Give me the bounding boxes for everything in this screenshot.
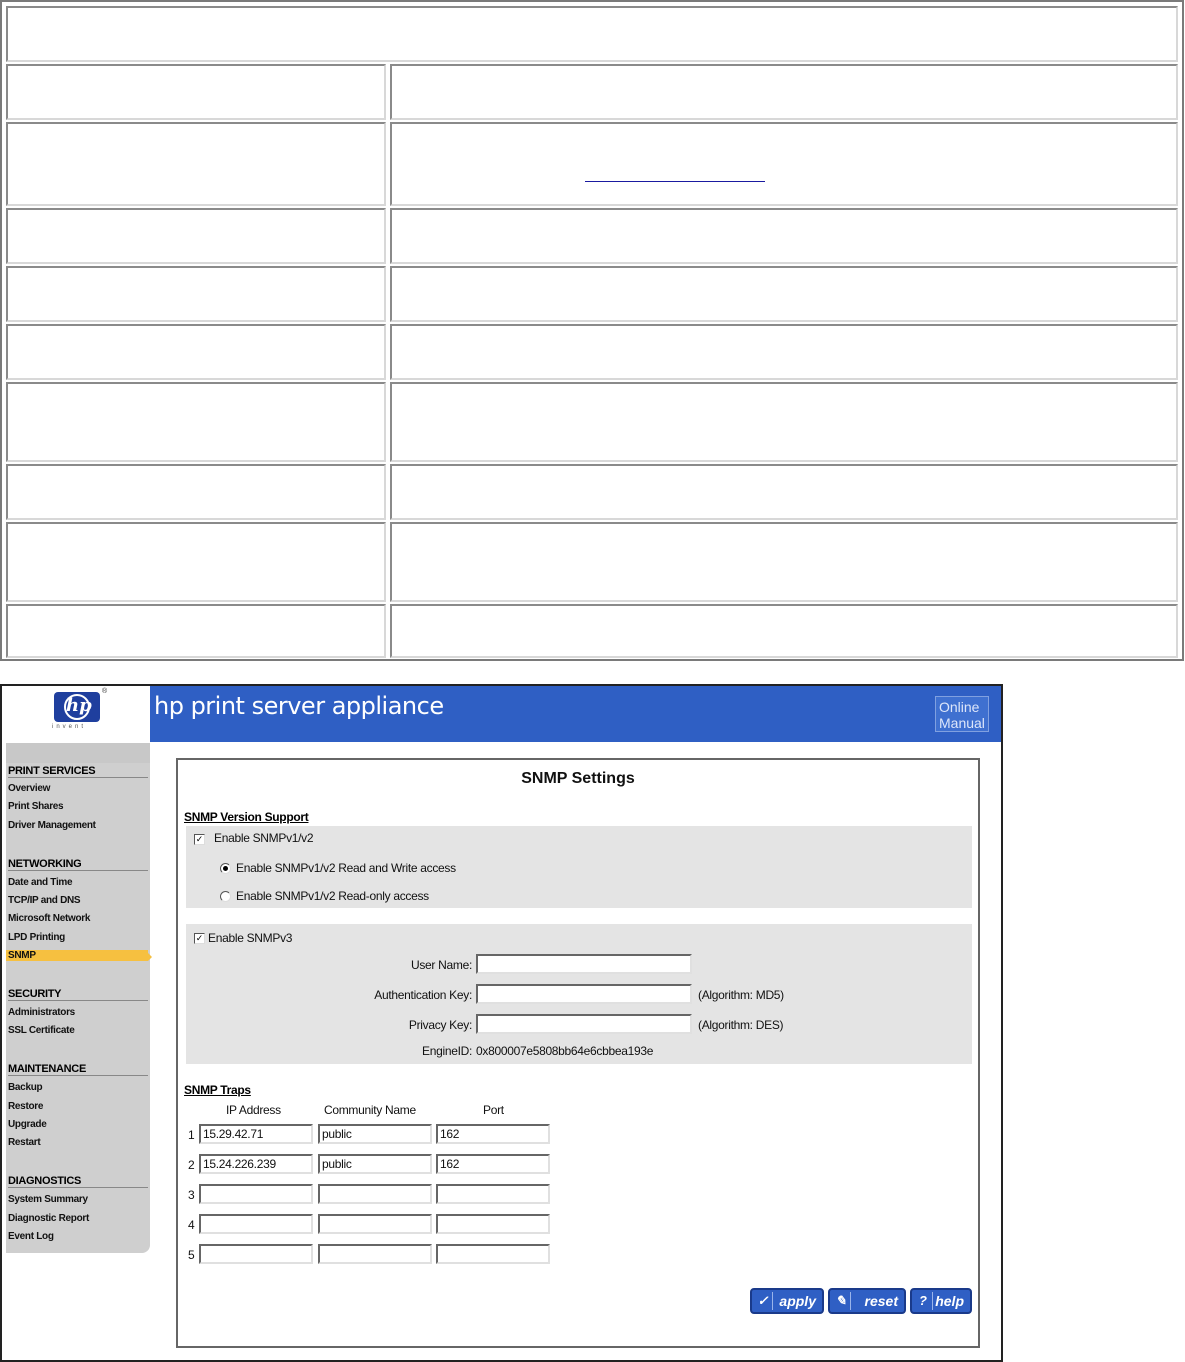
eraser-icon: ✎ bbox=[832, 1292, 851, 1310]
table-cell bbox=[390, 604, 1178, 658]
table-cell bbox=[6, 604, 386, 658]
engine-id-label: EngineID: bbox=[422, 1044, 472, 1058]
trap-community-input[interactable] bbox=[318, 1214, 432, 1234]
trap-row-number: 5 bbox=[188, 1248, 195, 1262]
trap-ip-input[interactable] bbox=[199, 1184, 313, 1204]
sidebar-item-event-log[interactable]: Event Log bbox=[8, 1231, 54, 1242]
print-server-window bbox=[0, 684, 1003, 1362]
snmpv1v2-group bbox=[186, 826, 972, 908]
read-write-label: Enable SNMPv1/v2 Read and Write access bbox=[236, 861, 456, 875]
logo-area bbox=[2, 686, 150, 742]
trap-community-input[interactable] bbox=[318, 1244, 432, 1264]
sidebar-item-snmp[interactable]: SNMP bbox=[6, 950, 148, 961]
reset-button[interactable] bbox=[828, 1288, 906, 1314]
checkmark-icon: ✓ bbox=[754, 1292, 773, 1310]
column-port: Port bbox=[483, 1103, 504, 1117]
sidebar-item-administrators[interactable]: Administrators bbox=[8, 1007, 75, 1018]
table-cell bbox=[390, 324, 1178, 380]
apply-button-label: apply bbox=[779, 1293, 816, 1309]
table-row bbox=[6, 122, 1178, 206]
table-row bbox=[6, 208, 1178, 264]
table-cell bbox=[6, 122, 386, 206]
empty-table bbox=[0, 0, 1184, 661]
trap-ip-input[interactable]: 15.24.226.239 bbox=[199, 1154, 313, 1174]
trap-ip-input[interactable]: 15.29.42.71 bbox=[199, 1124, 313, 1144]
trap-row-number: 3 bbox=[188, 1188, 195, 1202]
sidebar-heading-security: SECURITY bbox=[8, 988, 148, 1001]
read-write-radio[interactable] bbox=[220, 863, 231, 874]
snmp-settings-panel bbox=[176, 758, 980, 1348]
table-row bbox=[6, 382, 1178, 462]
privacy-key-label: Privacy Key: bbox=[408, 1018, 472, 1032]
sidebar-item-driver-management[interactable]: Driver Management bbox=[8, 820, 96, 831]
trap-ip-input[interactable] bbox=[199, 1214, 313, 1234]
trap-port-input[interactable] bbox=[436, 1214, 550, 1234]
table-row bbox=[6, 266, 1178, 322]
read-only-label: Enable SNMPv1/v2 Read-only access bbox=[236, 889, 429, 903]
trap-port-input[interactable]: 162 bbox=[436, 1154, 550, 1174]
reset-button-label: reset bbox=[864, 1293, 898, 1309]
table-row bbox=[6, 324, 1178, 380]
auth-key-label: Authentication Key: bbox=[374, 988, 472, 1002]
sidebar-heading-print-services: PRINT SERVICES bbox=[8, 765, 148, 778]
help-button[interactable] bbox=[910, 1288, 972, 1314]
trap-row-number: 2 bbox=[188, 1158, 195, 1172]
table-cell bbox=[390, 464, 1178, 520]
table-cell bbox=[6, 464, 386, 520]
table-row bbox=[6, 64, 1178, 120]
empty-link[interactable] bbox=[585, 181, 765, 182]
online-manual-button[interactable]: Online Manual bbox=[935, 696, 989, 732]
registered-mark: ® bbox=[102, 688, 108, 695]
version-support-heading: SNMP Version Support bbox=[184, 810, 309, 824]
page-title: SNMP Settings bbox=[521, 770, 635, 787]
header-banner bbox=[150, 686, 1001, 742]
sidebar-heading-maintenance: MAINTENANCE bbox=[8, 1063, 148, 1076]
app-title: hp print server appliance bbox=[154, 692, 444, 720]
trap-row-number: 1 bbox=[188, 1128, 195, 1142]
sidebar-item-upgrade[interactable]: Upgrade bbox=[8, 1119, 47, 1130]
auth-key-input[interactable] bbox=[476, 984, 692, 1004]
enable-snmpv3-label: Enable SNMPv3 bbox=[208, 931, 293, 945]
privacy-algorithm-note: (Algorithm: DES) bbox=[698, 1018, 784, 1032]
sidebar-item-diagnostic-report[interactable]: Diagnostic Report bbox=[8, 1213, 90, 1224]
sidebar-item-tcpip-and-dns[interactable]: TCP/IP and DNS bbox=[8, 895, 81, 906]
table-cell bbox=[390, 266, 1178, 322]
trap-port-input[interactable] bbox=[436, 1184, 550, 1204]
privacy-key-input[interactable] bbox=[476, 1014, 692, 1034]
table-cell bbox=[390, 382, 1178, 462]
trap-community-input[interactable]: public bbox=[318, 1154, 432, 1174]
hp-logo-icon[interactable]: hp bbox=[54, 692, 100, 722]
sidebar-item-ssl-certificate[interactable]: SSL Certificate bbox=[8, 1025, 75, 1036]
snmpv3-group bbox=[186, 924, 972, 1064]
sidebar-top bbox=[6, 743, 150, 763]
table-cell bbox=[6, 324, 386, 380]
table-cell bbox=[390, 208, 1178, 264]
user-name-label: User Name: bbox=[410, 958, 472, 972]
logo-tagline: invent bbox=[52, 724, 87, 730]
table-row bbox=[6, 604, 1178, 658]
snmp-traps-heading: SNMP Traps bbox=[184, 1083, 251, 1097]
sidebar-heading-diagnostics: DIAGNOSTICS bbox=[8, 1175, 148, 1188]
question-icon: ? bbox=[914, 1292, 933, 1310]
trap-community-input[interactable]: public bbox=[318, 1124, 432, 1144]
help-button-label: help bbox=[935, 1293, 964, 1309]
sidebar bbox=[6, 743, 150, 1253]
sidebar-item-microsoft-network[interactable]: Microsoft Network bbox=[8, 913, 91, 924]
trap-port-input[interactable] bbox=[436, 1244, 550, 1264]
table-cell bbox=[390, 64, 1178, 120]
read-only-radio[interactable] bbox=[220, 891, 231, 902]
sidebar-heading-networking: NETWORKING bbox=[8, 858, 148, 871]
table-cell bbox=[6, 382, 386, 462]
sidebar-item-system-summary[interactable]: System Summary bbox=[8, 1194, 88, 1205]
column-community-name: Community Name bbox=[324, 1103, 416, 1117]
table-cell bbox=[390, 122, 1178, 206]
enable-snmpv3-checkbox[interactable]: ✓ bbox=[195, 933, 204, 943]
table-row bbox=[6, 522, 1178, 602]
table-cell bbox=[6, 522, 386, 602]
sidebar-item-restart[interactable]: Restart bbox=[8, 1137, 41, 1148]
sidebar-item-backup[interactable]: Backup bbox=[8, 1082, 43, 1093]
table-cell bbox=[6, 266, 386, 322]
trap-community-input[interactable] bbox=[318, 1184, 432, 1204]
trap-ip-input[interactable] bbox=[199, 1244, 313, 1264]
table-cell bbox=[6, 64, 386, 120]
table-header-row bbox=[6, 6, 1178, 62]
column-ip-address: IP Address bbox=[226, 1103, 281, 1117]
enable-snmpv1v2-checkbox[interactable]: ✓ bbox=[195, 834, 204, 844]
table-cell bbox=[6, 208, 386, 264]
enable-snmpv1v2-label: Enable SNMPv1/v2 bbox=[214, 831, 314, 845]
user-name-input[interactable] bbox=[476, 954, 692, 974]
sidebar-item-restore[interactable]: Restore bbox=[8, 1101, 44, 1112]
apply-button[interactable] bbox=[750, 1288, 824, 1314]
table-row bbox=[6, 464, 1178, 520]
engine-id-value: 0x800007e5808bb64e6cbbea193e bbox=[476, 1044, 654, 1058]
auth-algorithm-note: (Algorithm: MD5) bbox=[698, 988, 784, 1002]
sidebar-item-date-and-time[interactable]: Date and Time bbox=[8, 877, 73, 888]
sidebar-item-overview[interactable]: Overview bbox=[8, 783, 51, 794]
trap-row-number: 4 bbox=[188, 1218, 195, 1232]
trap-port-input[interactable]: 162 bbox=[436, 1124, 550, 1144]
table-cell bbox=[390, 522, 1178, 602]
sidebar-item-print-shares[interactable]: Print Shares bbox=[8, 801, 64, 812]
sidebar-item-lpd-printing[interactable]: LPD Printing bbox=[8, 932, 65, 943]
